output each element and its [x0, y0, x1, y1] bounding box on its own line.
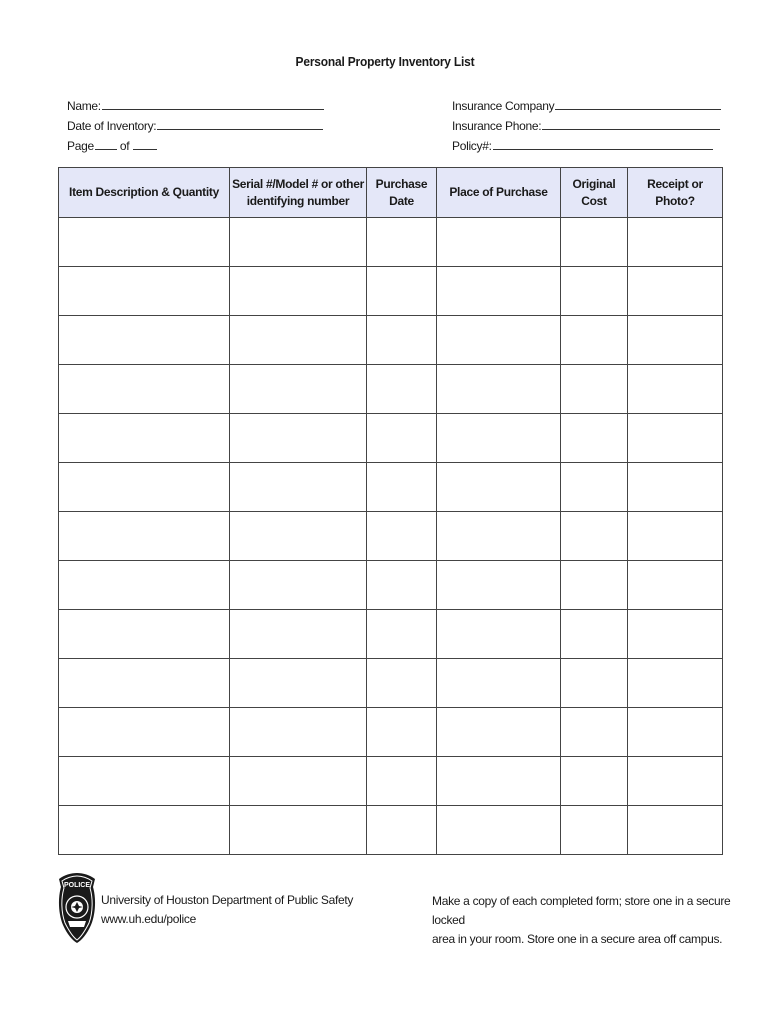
cell-place-of-purchase[interactable] [437, 414, 561, 463]
cell-place-of-purchase[interactable] [437, 806, 561, 855]
cell-purchase-date[interactable] [367, 757, 437, 806]
cell-purchase-date[interactable] [367, 267, 437, 316]
inventory-table [58, 167, 723, 855]
header-item-description: Item Description & Quantity [59, 168, 230, 218]
footer-instructions [432, 892, 732, 949]
name-field[interactable] [67, 97, 324, 113]
cell-receipt-photo[interactable] [628, 659, 723, 708]
page-title: Personal Property Inventory List [295, 54, 475, 69]
cell-place-of-purchase[interactable] [437, 561, 561, 610]
cell-serial-model[interactable] [230, 708, 367, 757]
cell-serial-model[interactable] [230, 414, 367, 463]
cell-original-cost[interactable] [561, 610, 628, 659]
police-badge-icon [57, 871, 97, 945]
cell-original-cost[interactable] [561, 708, 628, 757]
page-field[interactable] [67, 137, 157, 153]
cell-item-description[interactable] [59, 561, 230, 610]
date-of-inventory-label: Date of Inventory: [67, 119, 157, 133]
table-row [59, 218, 723, 267]
cell-purchase-date[interactable] [367, 316, 437, 365]
header-original-cost: Original Cost [561, 168, 628, 218]
badge-logo-text: POLICE [63, 882, 91, 889]
date-of-inventory-field[interactable] [67, 117, 323, 133]
cell-item-description[interactable] [59, 659, 230, 708]
cell-purchase-date[interactable] [367, 561, 437, 610]
cell-item-description[interactable] [59, 316, 230, 365]
cell-item-description[interactable] [59, 512, 230, 561]
cell-item-description[interactable] [59, 365, 230, 414]
cell-serial-model[interactable] [230, 757, 367, 806]
insurance-company-label: Insurance Company [452, 99, 555, 113]
cell-purchase-date[interactable] [367, 463, 437, 512]
table-row [59, 708, 723, 757]
instructions-line-1: Make a copy of each completed form; store one in a secure locked [432, 894, 731, 927]
table-row [59, 806, 723, 855]
cell-item-description[interactable] [59, 463, 230, 512]
cell-original-cost[interactable] [561, 316, 628, 365]
cell-receipt-photo[interactable] [628, 316, 723, 365]
cell-original-cost[interactable] [561, 414, 628, 463]
header-receipt-photo: Receipt or Photo? [628, 168, 723, 218]
cell-serial-model[interactable] [230, 463, 367, 512]
cell-receipt-photo[interactable] [628, 365, 723, 414]
cell-place-of-purchase[interactable] [437, 512, 561, 561]
cell-receipt-photo[interactable] [628, 218, 723, 267]
table-body [59, 218, 723, 855]
cell-receipt-photo[interactable] [628, 561, 723, 610]
cell-place-of-purchase[interactable] [437, 365, 561, 414]
policy-label: Policy#: [452, 139, 492, 153]
cell-serial-model[interactable] [230, 512, 367, 561]
cell-original-cost[interactable] [561, 218, 628, 267]
cell-place-of-purchase[interactable] [437, 218, 561, 267]
cell-item-description[interactable] [59, 414, 230, 463]
header-serial-model: Serial #/Model # or other identifying number [230, 168, 367, 218]
cell-place-of-purchase[interactable] [437, 659, 561, 708]
page-of-label: of [119, 139, 130, 153]
table-row [59, 561, 723, 610]
table-header-row [59, 168, 723, 218]
cell-original-cost[interactable] [561, 757, 628, 806]
cell-purchase-date[interactable] [367, 512, 437, 561]
table-row [59, 414, 723, 463]
table-row [59, 463, 723, 512]
cell-item-description[interactable] [59, 218, 230, 267]
cell-original-cost[interactable] [561, 365, 628, 414]
table-row [59, 757, 723, 806]
cell-item-description[interactable] [59, 267, 230, 316]
cell-place-of-purchase[interactable] [437, 610, 561, 659]
cell-serial-model[interactable] [230, 610, 367, 659]
cell-serial-model[interactable] [230, 267, 367, 316]
org-url[interactable]: www.uh.edu/police [101, 912, 196, 926]
cell-serial-model[interactable] [230, 561, 367, 610]
footer-org-info [101, 891, 353, 929]
cell-serial-model[interactable] [230, 316, 367, 365]
header-place-of-purchase: Place of Purchase [437, 168, 561, 218]
cell-place-of-purchase[interactable] [437, 757, 561, 806]
org-name: University of Houston Department of Public Safety [101, 893, 354, 907]
cell-serial-model[interactable] [230, 806, 367, 855]
table-row [59, 610, 723, 659]
cell-receipt-photo[interactable] [628, 267, 723, 316]
cell-item-description[interactable] [59, 806, 230, 855]
cell-original-cost[interactable] [561, 659, 628, 708]
cell-purchase-date[interactable] [367, 365, 437, 414]
cell-receipt-photo[interactable] [628, 708, 723, 757]
page-label: Page [67, 139, 94, 153]
cell-purchase-date[interactable] [367, 806, 437, 855]
cell-original-cost[interactable] [561, 463, 628, 512]
cell-item-description[interactable] [59, 757, 230, 806]
cell-receipt-photo[interactable] [628, 414, 723, 463]
cell-receipt-photo[interactable] [628, 806, 723, 855]
header-purchase-date: Purchase Date [367, 168, 437, 218]
cell-original-cost[interactable] [561, 512, 628, 561]
cell-receipt-photo[interactable] [628, 610, 723, 659]
cell-place-of-purchase[interactable] [437, 708, 561, 757]
cell-receipt-photo[interactable] [628, 463, 723, 512]
cell-purchase-date[interactable] [367, 610, 437, 659]
cell-item-description[interactable] [59, 708, 230, 757]
instructions-line-2: area in your room. Store one in a secure area off campus. [432, 932, 723, 946]
insurance-company-field[interactable] [452, 97, 721, 113]
table-row [59, 365, 723, 414]
table-row [59, 316, 723, 365]
insurance-phone-label: Insurance Phone: [452, 119, 542, 133]
cell-purchase-date[interactable] [367, 708, 437, 757]
cell-purchase-date[interactable] [367, 414, 437, 463]
cell-serial-model[interactable] [230, 365, 367, 414]
policy-field[interactable] [452, 137, 713, 153]
cell-place-of-purchase[interactable] [437, 463, 561, 512]
table-row [59, 267, 723, 316]
cell-original-cost[interactable] [561, 561, 628, 610]
cell-purchase-date[interactable] [367, 218, 437, 267]
table-row [59, 512, 723, 561]
cell-purchase-date[interactable] [367, 659, 437, 708]
cell-place-of-purchase[interactable] [437, 267, 561, 316]
cell-serial-model[interactable] [230, 659, 367, 708]
cell-item-description[interactable] [59, 610, 230, 659]
cell-original-cost[interactable] [561, 806, 628, 855]
table-row [59, 659, 723, 708]
cell-receipt-photo[interactable] [628, 757, 723, 806]
insurance-phone-field[interactable] [452, 117, 720, 133]
cell-place-of-purchase[interactable] [437, 316, 561, 365]
cell-original-cost[interactable] [561, 267, 628, 316]
cell-serial-model[interactable] [230, 218, 367, 267]
cell-receipt-photo[interactable] [628, 512, 723, 561]
name-label: Name: [67, 99, 101, 113]
